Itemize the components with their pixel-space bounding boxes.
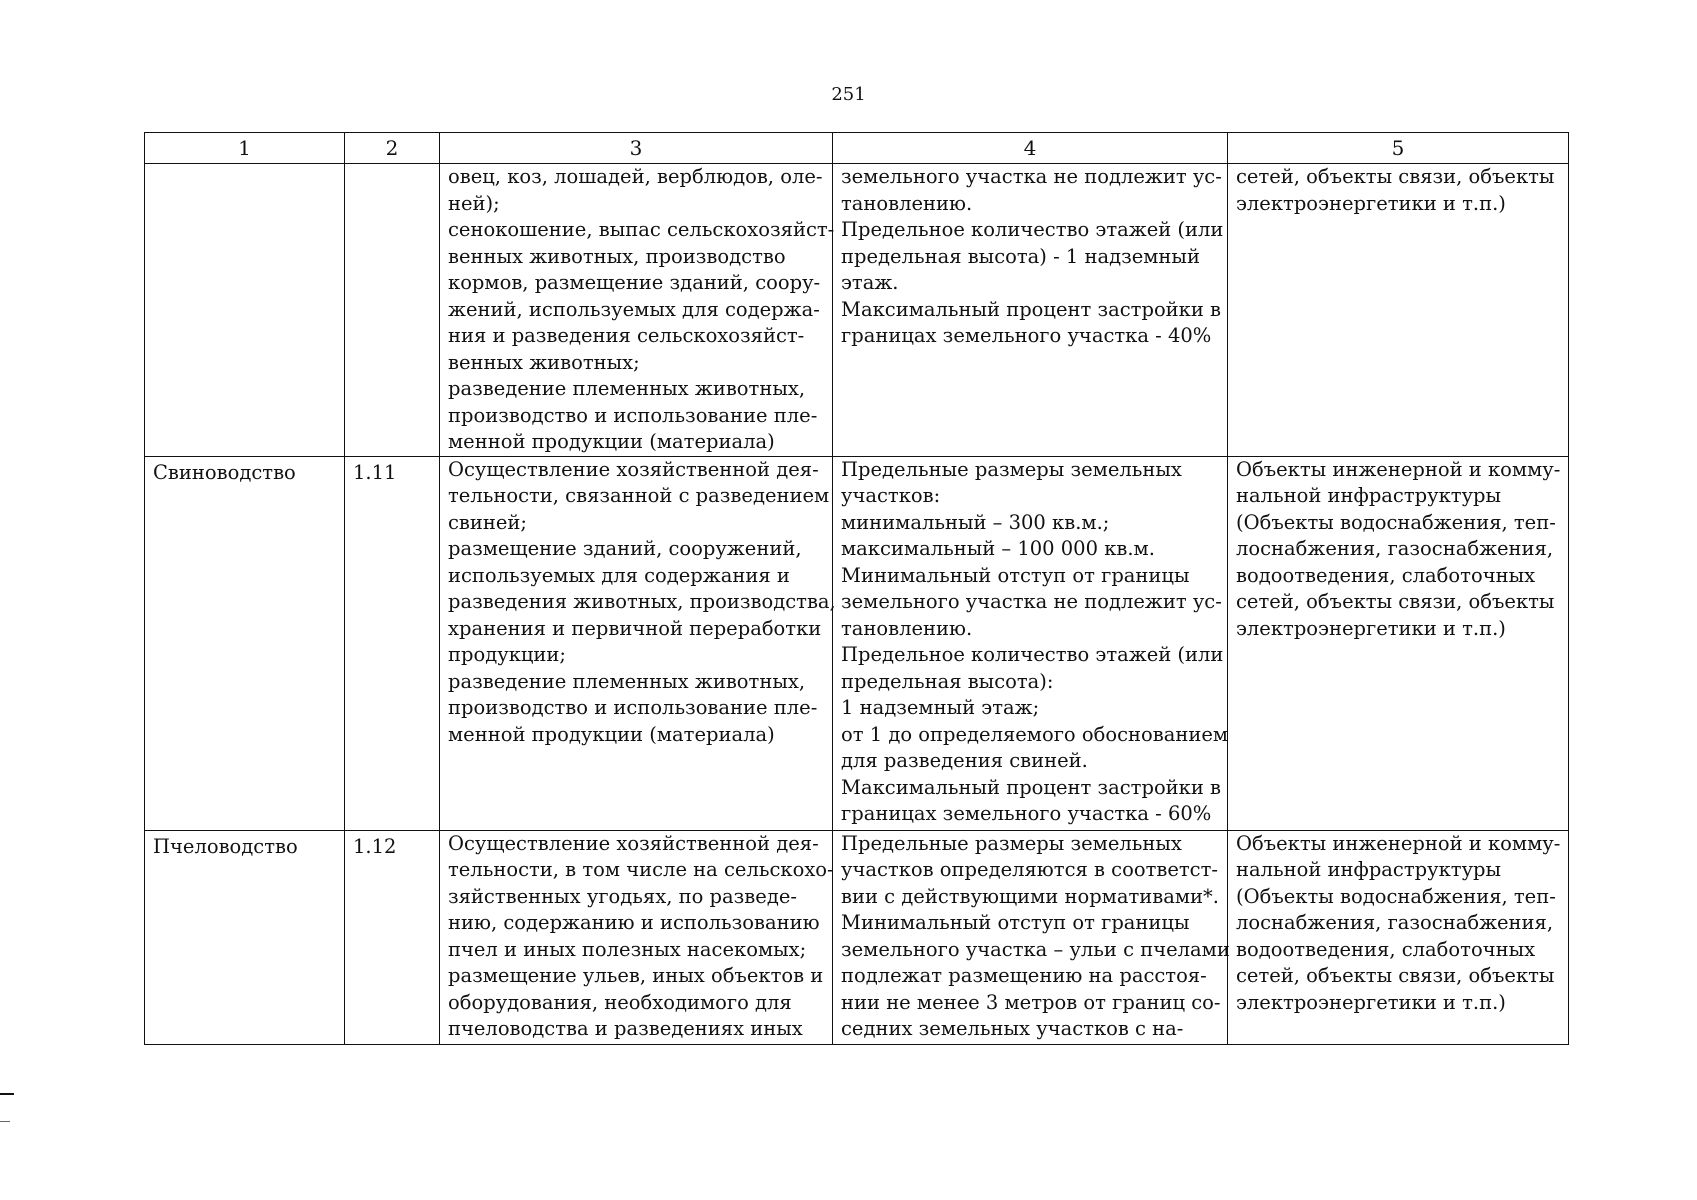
text-line: производство и использование пле- xyxy=(448,696,818,719)
table-row xyxy=(145,830,1569,1044)
text-line: лоснабжения, газоснабжения, xyxy=(1236,911,1554,934)
text-line: хранения и первичной переработки xyxy=(448,616,822,640)
text-line: тельности, в том числе на сельскохо- xyxy=(448,858,834,881)
parameters-cell xyxy=(833,456,1228,830)
text-line: земельного участка не подлежит ус- xyxy=(841,590,1222,613)
text-line: Минимальный отступ от границы xyxy=(841,911,1190,934)
text-line: электроэнергетики и т.п.) xyxy=(1236,616,1506,640)
text-line: границах земельного участка - 40% xyxy=(841,324,1212,347)
text-line: от 1 до определяемого обоснованием xyxy=(841,722,1229,746)
activity-name-cell-text: Свиноводство xyxy=(153,460,296,484)
text-line: водоотведения, слаботочных xyxy=(1236,563,1536,587)
margin-mark xyxy=(0,1093,14,1095)
text-line: Минимальный отступ от границы xyxy=(841,563,1190,587)
text-line: нальной инфраструктуры xyxy=(1236,484,1502,507)
header-row xyxy=(145,133,1569,164)
text-line: земельного участка – ульи с пчелами xyxy=(841,937,1230,961)
text-line: (Объекты водоснабжения, теп- xyxy=(1236,510,1556,534)
text-line: разведение племенных животных, xyxy=(448,377,806,400)
infrastructure-cell xyxy=(1228,456,1569,830)
text-line: Осуществление хозяйственной дея- xyxy=(448,831,819,855)
column-header-1: 1 xyxy=(145,133,345,164)
text-line: подлежат размещению на расстоя- xyxy=(841,964,1207,987)
table-row xyxy=(145,164,1569,457)
text-line: максимальный – 100 000 кв.м. xyxy=(841,537,1155,560)
activity-description-cell xyxy=(440,164,833,457)
text-line: ния и разведения сельскохозяйст- xyxy=(448,324,805,347)
text-line: тановлению. xyxy=(841,191,973,215)
activity-name-cell xyxy=(145,456,345,830)
text-line: этаж. xyxy=(841,271,899,294)
column-header-5: 5 xyxy=(1228,133,1569,164)
text-line: тановлению. xyxy=(841,616,973,640)
text-line: границах земельного участка - 60% xyxy=(841,802,1212,825)
text-line: размещение ульев, иных объектов и xyxy=(448,964,824,987)
text-line: менной продукции (материала) xyxy=(448,430,775,453)
text-line: используемых для содержания и xyxy=(448,563,790,587)
text-line: Объекты инженерной и комму- xyxy=(1236,457,1561,481)
text-line: Максимальный процент застройки в xyxy=(841,775,1222,799)
text-line: пчел и иных полезных насекомых; xyxy=(448,937,807,961)
text-line: вии с действующими нормативами*. xyxy=(841,884,1219,908)
text-line: продукции; xyxy=(448,643,566,666)
activity-name-cell xyxy=(145,164,345,457)
text-line: (Объекты водоснабжения, теп- xyxy=(1236,884,1556,908)
text-line: участков: xyxy=(841,484,941,507)
column-header-4: 4 xyxy=(833,133,1228,164)
text-line: земельного участка не подлежит ус- xyxy=(841,165,1222,188)
activity-description-cell xyxy=(440,456,836,830)
text-line: седних земельных участков с на- xyxy=(841,1017,1184,1040)
text-line: зяйственных угодьях, по разведе- xyxy=(448,884,797,908)
activity-code-cell-text: 1.12 xyxy=(353,834,397,858)
text-line: электроэнергетики и т.п.) xyxy=(1236,990,1506,1014)
text-line: водоотведения, слаботочных xyxy=(1236,937,1536,961)
text-line: Максимальный процент застройки в xyxy=(841,297,1222,321)
text-line: венных животных; xyxy=(448,350,640,374)
text-line: нальной инфраструктуры xyxy=(1236,858,1502,881)
text-line: пчеловодства и разведениях иных xyxy=(448,1017,803,1040)
text-line: кормов, размещение зданий, соору- xyxy=(448,271,821,294)
text-line: предельная высота) - 1 надземный xyxy=(841,244,1200,268)
text-line: сетей, объекты связи, объекты xyxy=(1236,590,1555,613)
text-line: тельности, связанной с разведением xyxy=(448,484,830,507)
infrastructure-cell xyxy=(1228,830,1569,1044)
text-line: сетей, объекты связи, объекты xyxy=(1236,964,1555,987)
text-line: свиней; xyxy=(448,510,527,534)
activity-code-cell xyxy=(345,830,440,1044)
text-line: Предельные размеры земельных xyxy=(841,831,1182,855)
text-line: Предельное количество этажей (или xyxy=(841,643,1224,666)
column-header-3: 3 xyxy=(440,133,833,164)
text-line: Предельные размеры земельных xyxy=(841,457,1182,481)
text-line: 1 надземный этаж; xyxy=(841,696,1040,719)
text-line: размещение зданий, сооружений, xyxy=(448,537,802,560)
text-line: менной продукции (материала) xyxy=(448,722,775,746)
text-line: нии не менее 3 метров от границ со- xyxy=(841,990,1221,1014)
infrastructure-cell xyxy=(1228,164,1569,457)
text-line: участков определяются в соответст- xyxy=(841,858,1218,881)
margin-mark xyxy=(0,1121,10,1122)
parameters-cell xyxy=(833,164,1228,457)
activity-name-cell-text: Пчеловодство xyxy=(153,834,298,858)
activity-code-cell-text: 1.11 xyxy=(353,460,397,484)
page-number: 251 xyxy=(831,84,866,105)
text-line: ней); xyxy=(448,191,500,215)
table-row xyxy=(145,456,1569,830)
text-line: Предельное количество этажей (или xyxy=(841,218,1224,241)
text-line: Объекты инженерной и комму- xyxy=(1236,831,1561,855)
column-header-2: 2 xyxy=(345,133,440,164)
text-line: производство и использование пле- xyxy=(448,403,818,427)
text-line: жений, используемых для содержа- xyxy=(448,297,820,321)
parameters-cell xyxy=(833,830,1228,1044)
text-line: предельная высота): xyxy=(841,669,1054,693)
text-line: Осуществление хозяйственной дея- xyxy=(448,457,819,481)
zoning-table xyxy=(144,132,1569,1045)
text-line: сенокошение, выпас сельскохозяйст- xyxy=(448,218,835,241)
text-line: разведение племенных животных, xyxy=(448,669,806,693)
text-line: сетей, объекты связи, объекты xyxy=(1236,165,1555,188)
activity-code-cell xyxy=(345,456,440,830)
text-line: нию, содержанию и использованию xyxy=(448,911,820,934)
activity-code-cell xyxy=(345,164,440,457)
text-line: оборудования, необходимого для xyxy=(448,990,792,1014)
activity-name-cell xyxy=(145,830,345,1044)
text-line: венных животных, производство xyxy=(448,244,786,268)
text-line: лоснабжения, газоснабжения, xyxy=(1236,537,1554,560)
text-line: разведения животных, производства, xyxy=(448,590,836,613)
activity-description-cell xyxy=(440,830,833,1044)
text-line: минимальный – 300 кв.м.; xyxy=(841,510,1110,534)
text-line: для разведения свиней. xyxy=(841,749,1088,772)
text-line: овец, коз, лошадей, верблюдов, оле- xyxy=(448,165,823,188)
text-line: электроэнергетики и т.п.) xyxy=(1236,191,1506,215)
